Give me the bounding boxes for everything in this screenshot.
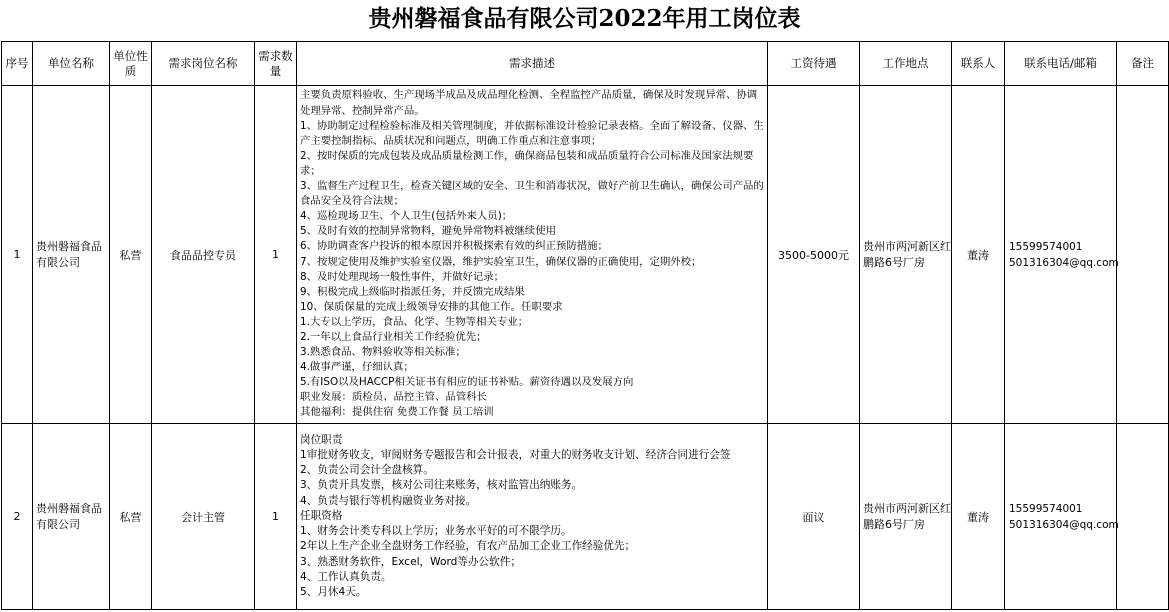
cell-position: 食品品控专员 [152,86,255,424]
cell-salary: 面议 [768,424,860,610]
cell-phone [1005,86,1117,424]
desc-line: 4、负责与银行等机构融资业务对接。 [300,494,477,507]
cell-count: 1 [255,86,297,424]
email-address: 501316304@qq.com [1009,518,1119,531]
header-remark: 备注 [1117,42,1169,86]
desc-line: 2年以上生产企业全盘财务工作经验，有农产品加工企业工作经验优先； [300,540,636,553]
cell-seq: 1 [2,86,33,424]
desc-line: 其他福利：提供住宿 免费工作餐 员工培训 [300,406,494,419]
header-unit: 单位名称 [33,42,110,86]
header-count: 需求数量 [255,42,297,86]
desc-line: 3.熟悉食品、物料验收等相关标准； [300,346,466,359]
desc-line: 1、协助制定过程检验标准及相关管理制度，并依据标准设计检验记录表格。全面了解设备、仪器、生产主要控制指标、品质状况和问题点，明确工作重点和注意事项； [300,119,764,147]
cell-location: 贵州市两河新区红鹏路6号厂房 [860,86,952,424]
desc-line: 4.做事严谨，仔细认真； [300,361,414,374]
header-desc: 需求描述 [297,42,768,86]
cell-nature: 私营 [110,86,152,424]
desc-line: 1.大专以上学历，食品、化学、生物等相关专业； [300,315,529,328]
job-table [1,41,1169,610]
cell-unit: 贵州磐福食品有限公司 [33,86,110,424]
cell-desc [297,86,768,424]
header-nature: 单位性质 [110,42,152,86]
email-address: 501316304@qq.com [1009,256,1119,269]
table-row [2,424,1169,610]
table-header-row [2,42,1169,86]
desc-line: 主要负责原料验收、生产现场半成品及成品理化检测、全程监控产品质量，确保及时发现异常、协调处理异常、控制异常产品。 [300,89,758,117]
desc-line: 2.一年以上食品行业相关工作经验优先； [300,330,487,343]
header-location: 工作地点 [860,42,952,86]
cell-unit: 贵州磐福食品有限公司 [33,424,110,610]
cell-contact: 董涛 [952,86,1005,424]
cell-salary: 3500-5000元 [768,86,860,424]
page-title: 贵州磐福食品有限公司2022年用工岗位表 [368,5,801,32]
desc-line: 4、巡检现场卫生、个人卫生(包括外来人员)； [300,210,513,223]
desc-line: 职业发展：质检员、品控主管、品管科长 [300,391,488,404]
cell-remark [1117,86,1169,424]
desc-line: 9、积极完成上级临时指派任务，并反馈完成结果 [300,285,525,298]
desc-line: 5.有ISO以及HACCP相关证书有相应的证书补贴。薪资待遇以及发展方向 [300,376,634,389]
desc-line: 5、月休4天。 [300,585,367,598]
header-salary: 工资待遇 [768,42,860,86]
desc-line: 10、保质保量的完成上级领导安排的其他工作。任职要求 [300,300,563,313]
desc-line: 2、按时保质的完成包装及成品质量检测工作，确保商品包装和成品质量符合公司标准及国家法规要求； [300,149,754,177]
desc-line: 6、协助调查客户投诉的根本原因并积极探索有效的纠正预防措施； [300,240,608,253]
cell-remark [1117,424,1169,610]
phone-number: 15599574001 [1009,240,1083,253]
cell-desc [297,424,768,610]
header-phone: 联系电话/邮箱 [1005,42,1117,86]
cell-nature: 私营 [110,424,152,610]
header-position: 需求岗位名称 [152,42,255,86]
desc-line: 5、及时有效的控制异常物料，避免异常物料被继续使用 [300,225,556,238]
phone-number: 15599574001 [1009,502,1083,515]
desc-line: 3、负责开具发票，核对公司往来账务，核对监管出纳账务。 [300,479,583,492]
desc-line: 7、按规定使用及维护实验室仪器，维护实验室卫生，确保仪器的正确使用，定期外校； [300,255,702,268]
header-seq: 序号 [2,42,33,86]
cell-position: 会计主管 [152,424,255,610]
cell-count: 1 [255,424,297,610]
desc-line: 3、监督生产过程卫生，检查关键区域的安全、卫生和消毒状况，做好产前卫生确认，确保公司产品的食品安全及符合法规； [300,180,764,208]
table-row [2,86,1169,424]
cell-phone [1005,424,1117,610]
desc-line: 1、财务会计类专科以上学历；业务水平好的可不限学历。 [300,525,572,538]
header-contact: 联系人 [952,42,1005,86]
desc-line: 岗位职责 [300,433,343,446]
desc-line: 任职资格 [300,509,343,522]
desc-line: 2、负责公司会计全盘核算。 [300,464,434,477]
cell-location: 贵州市两河新区红鹏路6号厂房 [860,424,952,610]
desc-line: 8、及时处理现场一般性事件，并做好记录； [300,270,505,283]
cell-contact: 董涛 [952,424,1005,610]
desc-line: 3、熟悉财务软件，Excel，Word等办公软件； [300,555,521,568]
desc-line: 4、工作认真负责。 [300,570,392,583]
desc-line: 1审批财务收支，审阅财务专题报告和会计报表，对重大的财务收支计划、经济合同进行会签 [300,449,731,462]
cell-seq: 2 [2,424,33,610]
